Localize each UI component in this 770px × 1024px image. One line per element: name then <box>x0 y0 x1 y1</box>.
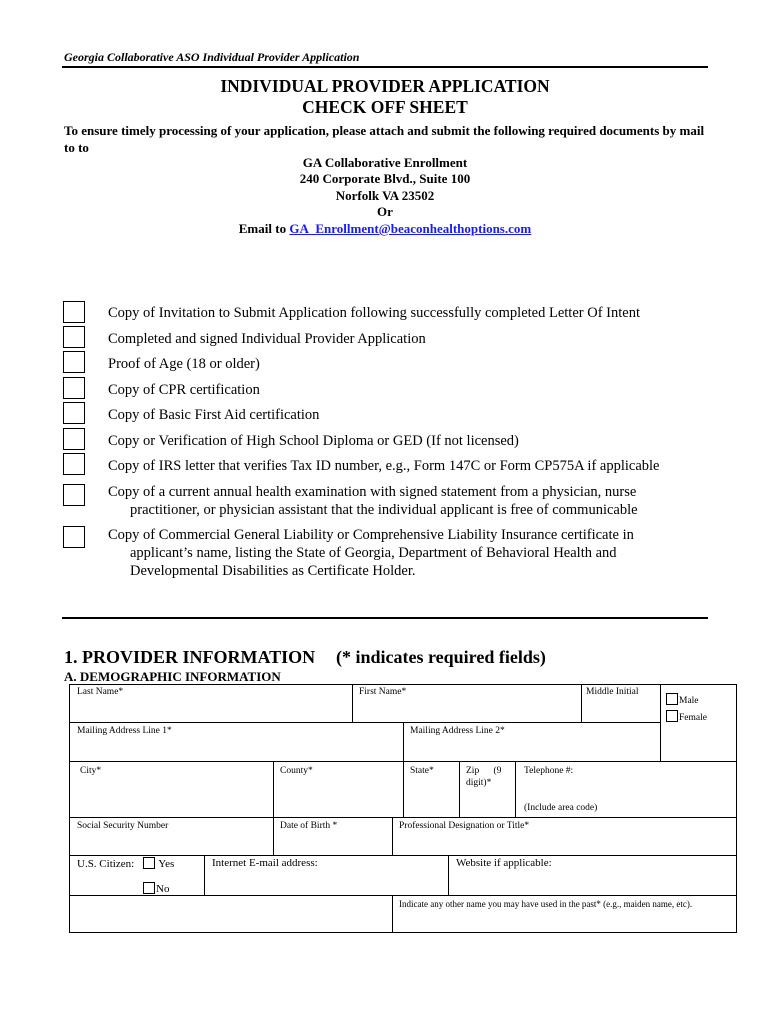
citizen-yes-checkbox[interactable] <box>143 857 155 869</box>
header-rule <box>62 66 708 68</box>
checkbox-application[interactable] <box>63 326 85 348</box>
us-citizen-label: U.S. Citizen: Yes <box>77 858 175 870</box>
checklist-item: Copy of CPR certification <box>108 382 260 398</box>
zip-label: Zip (9 <box>466 766 502 776</box>
checkbox-liability-insurance[interactable] <box>63 526 85 548</box>
checkbox-irs-letter[interactable] <box>63 453 85 475</box>
checklist-item: Copy of Basic First Aid certification <box>108 407 320 423</box>
checklist-item: Proof of Age (18 or older) <box>108 356 260 372</box>
checkbox-invitation[interactable] <box>63 301 85 323</box>
zip-label-2: digit)* <box>466 778 492 788</box>
dob-label: Date of Birth * <box>280 821 338 831</box>
checkbox-health-exam[interactable] <box>63 484 85 506</box>
address-or: Or <box>377 204 393 219</box>
state-label: State* <box>410 766 434 776</box>
subsection-title: A. DEMOGRAPHIC INFORMATION <box>64 669 281 684</box>
mailing-address-2-label: Mailing Address Line 2* <box>410 726 505 736</box>
address-line-1: GA Collaborative Enrollment <box>302 155 468 170</box>
telephone-label: Telephone #: <box>524 766 574 776</box>
address-line-3: Norfolk VA 23502 <box>335 188 435 203</box>
last-name-label: Last Name* <box>77 687 124 697</box>
citizen-no-option[interactable]: No <box>143 882 169 896</box>
mailing-address-1-label: Mailing Address Line 1* <box>77 726 172 736</box>
city-label: City* <box>80 766 102 776</box>
address-line-2: 240 Corporate Blvd., Suite 100 <box>299 171 471 186</box>
checklist-item: Copy of Invitation to Submit Application following successfully completed Letter Of Intent <box>108 305 640 321</box>
citizen-no-checkbox[interactable] <box>143 882 155 894</box>
female-checkbox[interactable] <box>666 710 678 722</box>
page-subtitle: CHECK OFF SHEET <box>302 97 468 117</box>
other-name-label: Indicate any other name you may have used in the past* (e.g., maiden name, etc). <box>399 899 693 909</box>
county-label: County* <box>280 766 313 776</box>
section-title: 1. PROVIDER INFORMATION <box>64 647 316 667</box>
intro-text: To ensure timely processing of your application, please attach and submit the following required documents by mail to to <box>64 123 705 155</box>
female-option[interactable]: Female <box>666 710 707 724</box>
checklist-item: Copy of Commercial General Liability or Comprehensive Liability Insurance certificate in applicant’s name, listing the State of Georgia, Department of Behavioral Health and Developmental Disabilities as Certificate Holder. <box>108 527 634 579</box>
running-header: Georgia Collaborative ASO Individual Provider Application <box>64 50 360 64</box>
checklist-item: Completed and signed Individual Provider Application <box>108 331 426 347</box>
middle-initial-label: Middle Initial <box>586 687 639 697</box>
first-name-label: First Name* <box>359 687 407 697</box>
checkbox-cpr[interactable] <box>63 377 85 399</box>
citizen-yes-label: Yes <box>158 858 175 870</box>
checkbox-proof-of-age[interactable] <box>63 351 85 373</box>
demographic-form <box>69 684 737 933</box>
website-label: Website if applicable: <box>456 857 552 869</box>
area-code-note: (Include area code) <box>524 803 598 813</box>
email-label: Internet E-mail address: <box>212 857 318 869</box>
checklist-item: Copy of IRS letter that verifies Tax ID number, e.g., Form 147C or Form CP575A if applicable <box>108 458 660 474</box>
email-line <box>0 221 770 237</box>
ssn-label: Social Security Number <box>77 821 169 831</box>
page-title: INDIVIDUAL PROVIDER APPLICATION <box>220 76 550 96</box>
male-option[interactable]: Male <box>666 693 699 707</box>
section-divider <box>62 617 708 619</box>
required-note: (* indicates required fields) <box>336 647 546 667</box>
male-checkbox[interactable] <box>666 693 678 705</box>
checkbox-diploma[interactable] <box>63 428 85 450</box>
checkbox-first-aid[interactable] <box>63 402 85 424</box>
professional-designation-label: Professional Designation or Title* <box>399 821 530 831</box>
email-link[interactable]: GA_Enrollment@beaconhealthoptions.com <box>289 221 532 236</box>
email-prefix: Email to <box>238 221 287 236</box>
checklist-item: Copy or Verification of High School Diploma or GED (If not licensed) <box>108 433 519 449</box>
checklist-item: Copy of a current annual health examination with signed statement from a physician, nurse practitioner, or physician assistant that the individual applicant is free of communicable <box>108 484 638 518</box>
